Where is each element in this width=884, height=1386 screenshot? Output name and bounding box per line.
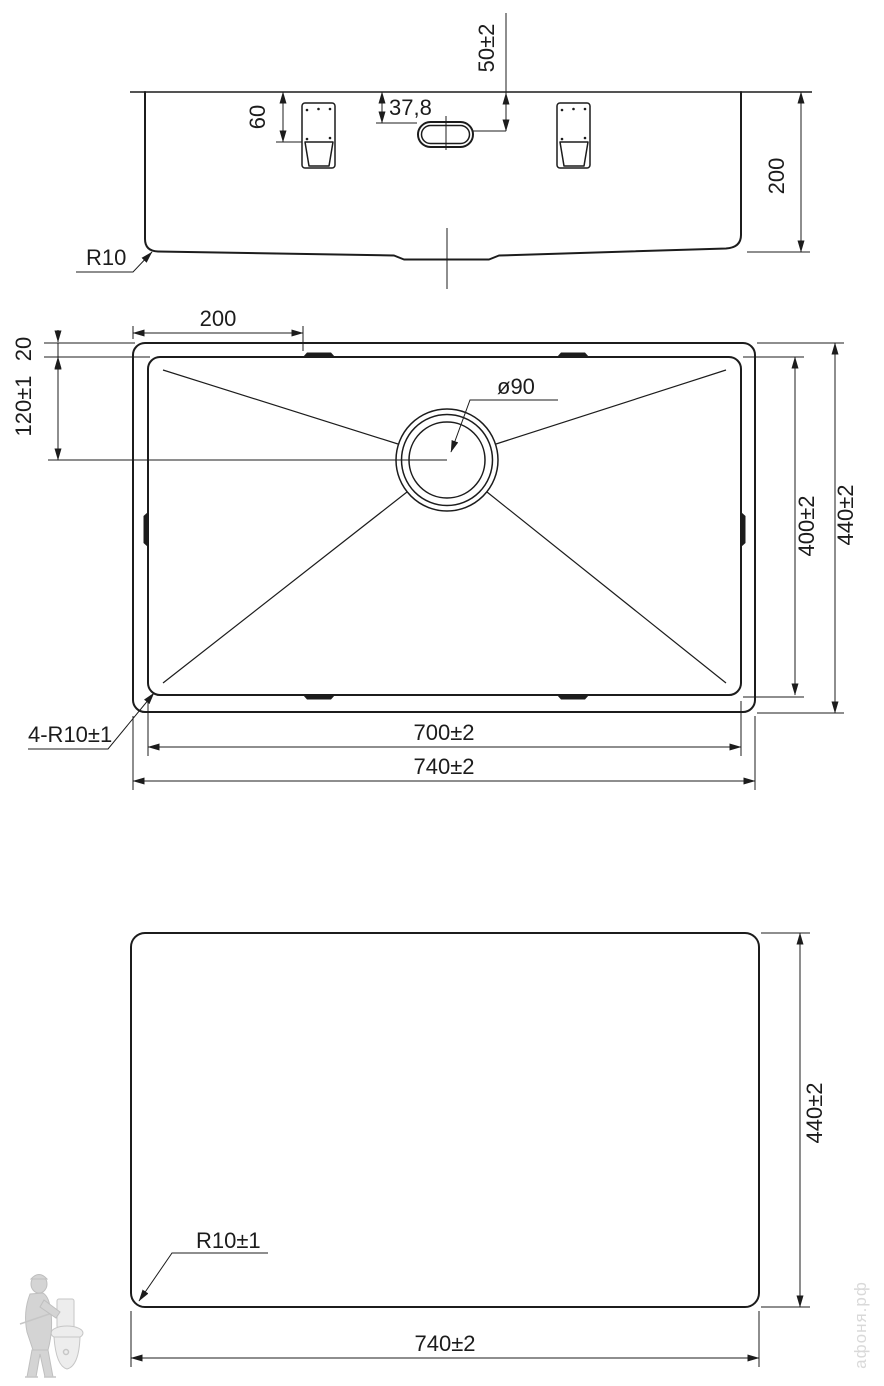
dim-front-faucet-center <box>473 13 506 131</box>
slope-line-br <box>487 492 726 683</box>
dim-label-440-bottom: 440±2 <box>802 1082 827 1144</box>
dim-label-440-plan: 440±2 <box>833 484 858 546</box>
dim-plan-rim <box>11 330 150 370</box>
dim-label-700: 700±2 <box>413 720 475 745</box>
dim-bottom-width <box>131 1311 759 1367</box>
dim-label-120: 120±1 <box>11 375 36 437</box>
leader-front-radius <box>76 245 152 272</box>
dim-label-r10-bottom: R10±1 <box>196 1228 261 1253</box>
dim-front-height <box>747 92 810 252</box>
mounting-clip-plan-left <box>144 512 149 547</box>
bottom-view <box>131 933 827 1367</box>
plumber-mascot-watermark <box>20 1275 83 1378</box>
dim-plan-drain-offset <box>11 357 58 460</box>
dim-label-20: 20 <box>11 336 36 362</box>
plan-inner-bowl <box>148 357 741 695</box>
mounting-clip-plan-top-left <box>303 353 335 358</box>
mounting-clip-front-right <box>557 103 590 168</box>
dim-label-4r10: 4-R10±1 <box>28 722 113 747</box>
dim-label-37-8: 37,8 <box>389 95 432 120</box>
mounting-clip-front-left <box>302 103 335 168</box>
dim-plan-bowl-width <box>148 701 741 756</box>
dim-front-clip-depth <box>245 92 302 142</box>
site-watermark-text: афоня.рф <box>851 1281 870 1369</box>
dim-plan-clip-offset <box>133 306 303 351</box>
plan-view <box>11 306 858 790</box>
dim-label-r10: R10 <box>86 245 127 270</box>
plan-outer-rim <box>133 343 755 712</box>
dim-label-400: 400±2 <box>794 495 819 557</box>
leader-plan-corner-radius <box>28 693 154 749</box>
leader-bottom-corner-radius <box>139 1228 268 1301</box>
dim-label-60: 60 <box>245 104 270 130</box>
mounting-clip-plan-bottom-left <box>303 695 335 700</box>
dim-label-200-clip: 200 <box>199 306 237 331</box>
faucet-hole <box>418 116 473 150</box>
dim-label-50: 50±2 <box>474 23 499 73</box>
mounting-clip-plan-top-right <box>557 353 589 358</box>
dim-bottom-depth <box>761 933 827 1307</box>
dim-front-faucet-edge <box>376 92 432 123</box>
mounting-clip-plan-right <box>741 512 746 547</box>
front-view <box>76 13 812 289</box>
dim-label-200-height: 200 <box>764 157 789 195</box>
mounting-clip-plan-bottom-right <box>557 695 589 700</box>
front-body-outline <box>145 92 741 260</box>
dim-label-740-plan: 740±2 <box>413 754 475 779</box>
slope-line-bl <box>163 492 407 683</box>
dim-label-740-bottom: 740±2 <box>414 1331 476 1356</box>
slope-line-tl <box>163 370 398 444</box>
dim-label-d90: ø90 <box>497 374 535 399</box>
